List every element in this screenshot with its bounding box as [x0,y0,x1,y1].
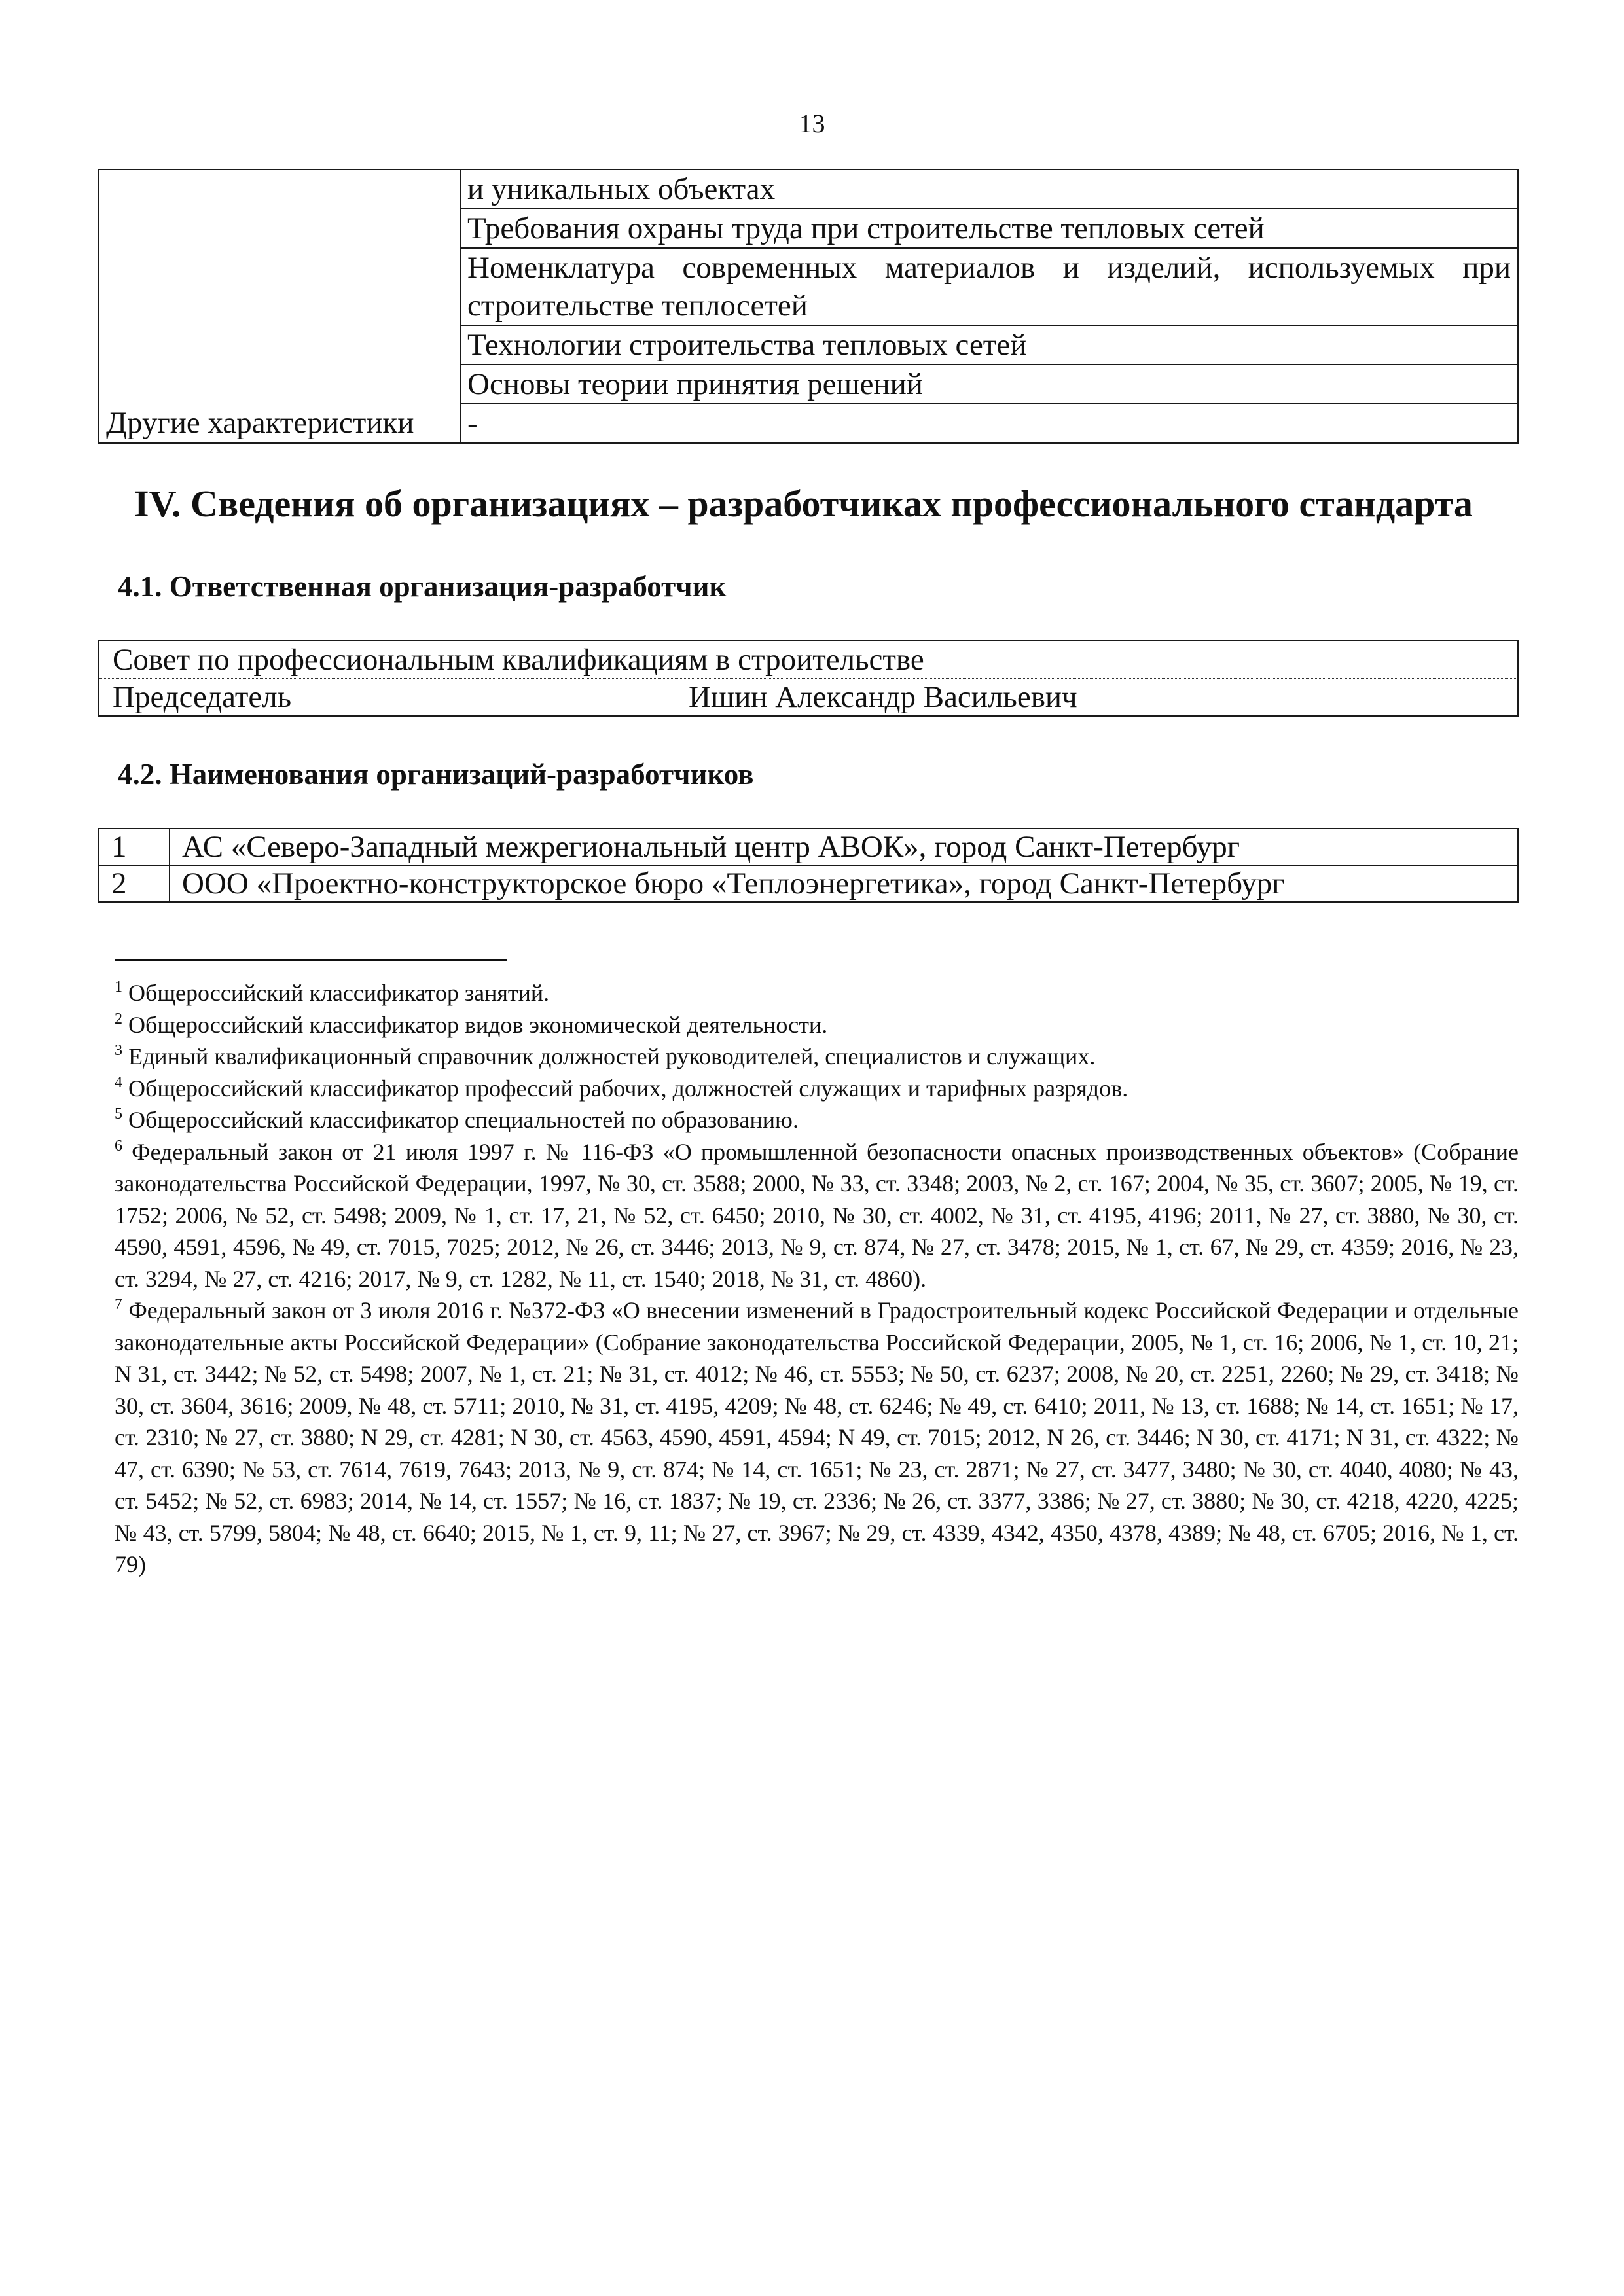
footnote-mark: 6 [115,1137,122,1155]
footnote [115,1295,1519,1581]
table-row: Номенклатура современных материалов и изделий, используемых при строительстве теплосетей [460,248,1518,325]
subsection-developers: 4.2. Наименования организаций-разработчиков [118,758,754,791]
footnote [115,1136,1519,1295]
table-row [99,865,1518,902]
table-row: Технологии строительства тепловых сетей [460,325,1518,365]
footnote-text: Общероссийский классификатор профессий рабочих, должностей служащих и тарифных разрядов. [128,1075,1128,1102]
requirements-table [98,169,1519,444]
footnote-mark: 5 [115,1105,122,1122]
chairman-role: Председатель [113,680,292,714]
footnote-text: Федеральный закон от 3 июля 2016 г. №372-ФЗ «О внесении изменений в Градостроительный кодекс Российской Федерации и отдельные законодательные акты Российской Федерации» (Собрание законодательства Российской Федерации, 2005, № 1, ст. 16; 2006, № 1, ст. 10, 21; N 31, ст. 3442; № 52, ст. 5498; 2007, № 1, ст. 21; № 31, ст. 4012; № 46, ст. 5553; № 50, ст. 6237; 2008, № 20, ст. 2251, 2260; № 29, ст. 3418; № 30, ст. 3604, 3616; 2009, № 48, ст. 5711; 2010, № 31, ст. 4195, 4209; № 48, ст. 6246; № 49, ст. 6410; 2011, № 13, ст. 1688; № 14, ст. 1651; № 17, ст. 2310; № 27, ст. 3880; N 29, ст. 4281; N 30, ст. 4563, 4590, 4591, 4594; N 49, ст. 7015; 2012, N 26, ст. 3446; N 30, ст. 4171; N 31, ст. 4322; № 47, ст. 6390; № 53, ст. 7614, 7619, 7643; 2013, № 9, ст. 874; № 14, ст. 1651; № 23, ст. 2871; № 27, ст. 3477, 3480; № 30, ст. 4040, 4080; № 43, ст. 5452; № 52, ст. 6983; 2014, № 14, ст. 1557; № 16, ст. 1837; № 19, ст. 2336; № 26, ст. 3377, 3386; № 27, ст. 3880; № 30, ст. 4218, 4220, 4225; № 43, ст. 5799, 5804; № 48, ст. 6640; 2015, № 1, ст. 9, 11; № 27, ст. 3967; № 29, ст. 4339, 4342, 4350, 4378, 4389; № 48, ст. 6705; 2016, № 1, ст. 79) [115,1297,1519,1577]
developer-number: 2 [99,865,170,902]
footnote-mark: 1 [115,978,122,996]
footnote-text: Общероссийский классификатор видов экономической деятельности. [128,1011,828,1038]
footnote-text: Единый квалификационный справочник должностей руководителей, специалистов и служащих. [128,1043,1096,1069]
other-characteristics-label: Другие характеристики [99,404,460,443]
footnote [115,1104,1519,1136]
footnote-mark: 4 [115,1073,122,1091]
footnote [115,977,1519,1009]
footnote-mark: 2 [115,1010,122,1028]
footnote [115,1041,1519,1073]
footnote-text: Общероссийский классификатор занятий. [128,980,550,1006]
responsible-org-table [98,640,1519,717]
developer-number: 1 [99,829,170,865]
footnote-mark: 3 [115,1042,122,1059]
chairman-row [113,679,1504,715]
other-characteristics-value: - [460,404,1518,443]
table-row [99,829,1518,865]
developer-name: АС «Северо-Западный межрегиональный центр АВОК», город Санкт-Петербург [170,829,1518,865]
footnote-mark: 7 [115,1296,122,1313]
footnotes [115,977,1519,1581]
footnote [115,1009,1519,1041]
developer-name: ООО «Проектно-конструкторское бюро «Теплоэнергетика», город Санкт-Петербург [170,865,1518,902]
footnote [115,1073,1519,1105]
footnote-separator [115,959,507,961]
subsection-responsible-org: 4.1. Ответственная организация-разработчик [118,570,727,603]
table-row: Основы теории принятия решений [460,365,1518,404]
responsible-org-name: Совет по профессиональным квалификациям в строительстве [99,641,1518,679]
footnote-text: Общероссийский классификатор специальностей по образованию. [128,1107,799,1133]
chairman-name: Ишин Александр Васильевич [689,680,1077,714]
table-label-cell-empty [99,170,460,209]
page-number: 13 [799,109,825,138]
section-title: IV. Сведения об организациях – разработчиках профессионального стандарта [134,482,1473,525]
footnote-text: Федеральный закон от 21 июля 1997 г. № 116-ФЗ «О промышленной безопасности опасных производственных объектов» (Собрание законодательства Российской Федерации, 1997, № 30, ст. 3588; 2000, № 33, ст. 3348; 2003, № 2, ст. 167; 2004, № 35, ст. 3607; 2005, № 19, ст. 1752; 2006, № 52, ст. 5498; 2009, № 1, ст. 17, 21, № 52, ст. 6450; 2010, № 30, ст. 4002, № 31, ст. 4195, 4196; 2011, № 27, ст. 3880, № 30, ст. 4590, 4591, 4596, № 49, ст. 7015, 7025; 2012, № 26, ст. 3446; 2013, № 9, ст. 874, № 27, ст. 3478; 2015, № 1, ст. 67, № 29, ст. 4359; 2016, № 23, ст. 3294, № 27, ст. 4216; 2017, № 9, ст. 1282, № 11, ст. 1540; 2018, № 31, ст. 4860). [115,1138,1519,1292]
table-row: Требования охраны труда при строительстве тепловых сетей [460,209,1518,248]
table-row: и уникальных объектах [460,170,1518,209]
developers-table [98,828,1519,903]
